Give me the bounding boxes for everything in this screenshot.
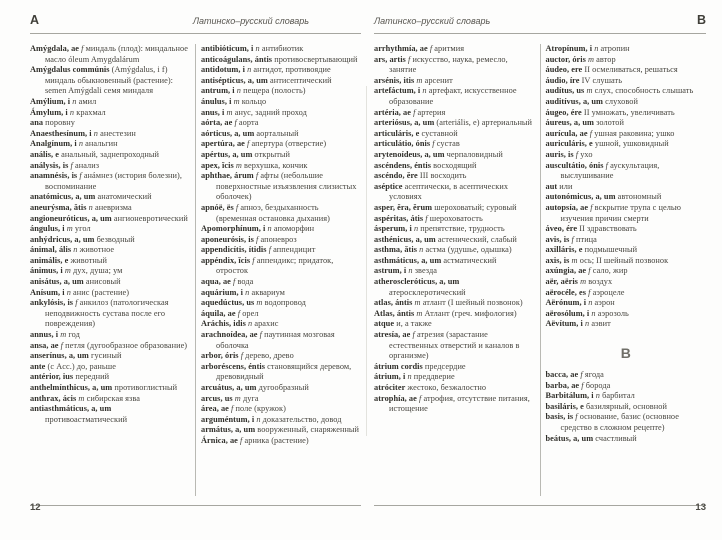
dictionary-entry: anthrax, ácis m сибирская язва [30,393,140,403]
dictionary-entry: autonómicus, a, um автономный [545,192,662,202]
dictionary-entry: auriculáris, e ушной, ушковидный [545,139,669,149]
dictionary-entry: Amýgdala, ae f миндаль (плод): миндальное масло óleum Amygdalárum [30,44,189,64]
dictionary-entry: arcus, us m дуга [201,393,259,403]
dictionary-entry: ánulus, i m кольцо [201,96,267,106]
dictionary-entry: asthénicus, a, um астенический, слабый [374,234,517,244]
dictionary-entry: ánimal, ális n животное [30,245,115,255]
dictionary-entry: anthelmínthicus, a, um противоглистный [30,383,178,392]
dictionary-entry: antisépticus, a, um антисептический [201,75,332,85]
dictionary-entry: axis, is m ось; II шейный позвонок [545,255,669,265]
dictionary-entry: atresía, ae f атрезия (зарастание естественных отверстий и каналов в организме) [374,330,520,361]
dictionary-entry: bacca, ae f ягода [545,370,604,380]
dictionary-entry: beátus, a, um счастливый [545,433,637,443]
dictionary-entry: astrum, i n звезда [374,266,437,276]
dictionary-entry: auditívus, a, um слуховой [545,96,638,106]
dictionary-entry: antrum, i n пещера (полость) [201,86,306,96]
dictionary-entry: áureus, a, um золотой [545,118,624,128]
dictionary-entry: arbor, óris f дерево, древо [201,351,294,361]
dictionary-entry: arguméntum, i n доказательство, довод [201,414,342,424]
dictionary-entry: anticoágulans, ántis противосвертывающий [201,54,358,64]
page-number-right: 13 [695,502,706,513]
dictionary-entry: Atropínum, i n атропин [545,44,630,53]
dictionary-entry: anamnésis, is f анáмнез (история болезни), воспоминание [30,171,182,191]
dictionary-entry: Aëvítum, i n аэвит [545,319,611,329]
dictionary-entry: aquárium, i n аквариум [201,287,285,297]
dictionary-entry: Apomorphínum, i n апоморфин [201,224,315,234]
dictionary-entry: ansa, ae f петля (дугообразное образование) [30,340,188,350]
dictionary-entry: ante (с Acc.) до, раньше [30,361,116,371]
page-spine-divider [366,86,367,436]
dictionary-entry: asper, ĕra, ĕrum шероховатый; суровый [374,202,517,212]
page-number-left: 12 [30,502,41,513]
dictionary-entry: auscultátio, ónis f аускультация, выслушивание [545,160,660,181]
dictionary-entry: aneurýsma, ătis n аневризма [30,202,132,212]
dictionary-entry: anhýdricus, a, um безводный [30,234,135,244]
dictionary-entry: atróciter жестоко, безжалостно [374,383,487,392]
dictionary-entry: articuláris, e суставной [374,128,458,138]
dictionary-entry: aërosólum, i n аэрозоль [545,308,629,318]
dictionary-entry: apex, ĭcis m верхушка, кончик [201,160,308,170]
dictionary-entry: Ámylum, i n крахмал [30,107,106,117]
corner-letter-b: B [696,13,706,27]
dictionary-entry: áugeo, ére II умножать, увеличивать [545,107,675,117]
dictionary-column-1 [30,44,190,496]
dictionary-entry: arrhythmía, ae f аритмия [374,44,465,53]
dictionary-entry: anserínus, a, um гусиный [30,351,122,361]
dictionary-entry: área, ae f поле (кружок) [201,404,286,414]
dictionary-entry: ana поровну [30,118,75,128]
column-divider-left [195,44,196,496]
dictionary-entry: arachnoídea, ae f паутинная мозговая оболочка [201,330,335,350]
dictionary-entry: Anísum, i n анис (растение) [30,287,130,297]
dictionary-entry: apertúra, ae f апертура (отверстие) [201,139,327,149]
dictionary-entry: asthma, ătis n астма (удушье, одышка) [374,245,512,255]
dictionary-entry: ankylósis, is f анкилоз (патологическая неподвижность сустава после его повреждения) [30,298,169,329]
footer-rule-right [374,505,706,506]
dictionary-entry: arcuátus, a, um дугообразный [201,383,309,392]
dictionary-entry: aurícula, ae f ушная раковина; ушко [545,128,675,138]
dictionary-entry: asthmáticus, a, um астматический [374,255,497,265]
dictionary-entry: aórta, ae f аорта [201,118,259,128]
dictionary-entry: aponeurósis, is f апоневроз [201,234,297,244]
footer-rule-left [30,505,361,506]
dictionary-entry: Amýlium, i n амил [30,96,97,106]
columns-right [374,44,706,496]
dictionary-entry: basis, is f основание, базис (основное средство в сложном рецепте) [545,412,679,432]
dictionary-entry: aórticus, a, um аортальный [201,128,299,138]
dictionary-entry: atque и, а также [374,319,432,329]
dictionary-entry: Aërónum, i n аэрон [545,298,615,308]
dictionary-entry: ángulus, i m угол [30,224,91,234]
dictionary-entry: áudio, íre IV слушать [545,75,623,85]
dictionary-entry: ars, artis f искусство, наука, ремесло, занятие [374,54,508,75]
dictionary-entry: Árnica, ae f арника (растение) [201,435,309,445]
dictionary-entry: arboréscens, éntis становящийся деревом, древовидный [201,361,352,382]
dictionary-entry: áveo, ére II здравствовать [545,224,637,234]
dictionary-entry: atrophía, ae f атрофия, отсутствие питания, истощение [374,393,530,414]
header-rule-right [374,33,706,34]
dictionary-entry: ascéndens, éntis восходящий [374,160,477,170]
corner-letter-a: A [30,13,40,27]
dictionary-entry: áudeo, ere II осмеливаться, решаться [545,65,678,75]
dictionary-entry: appendicítis, ítidis f аппендицит [201,245,316,255]
column-divider-right [540,44,541,496]
dictionary-entry: Anaesthesínum, i n анестезин [30,128,136,138]
dictionary-entry: aphthae, árum f афты (небольшие поверхностные изъязвления слизистых оболочек) [201,171,357,202]
dictionary-entry: autopsía, ae f вскрытие трупа с целью изучения причин смерти [545,202,682,223]
dictionary-entry: áquila, ae f орел [201,308,259,318]
dictionary-entry: artefáctum, i n артефакт, искусственное образование [374,86,517,106]
dictionary-entry: atheroscleróticus, a, um атеросклеротический [374,277,466,297]
dictionary-entry: anatómicus, a, um анатомический [30,192,152,202]
dictionary-entry: atlas, ántis m атлант (I шейный позвонок) [374,298,523,308]
dictionary-entry: articulátio, ónis f сустав [374,139,460,149]
dictionary-entry: auctor, óris m автор [545,54,616,64]
dictionary-entry: audítus, us m слух, способность слышать [545,86,694,96]
dictionary-entry: anális, e анальный, заднепроходный [30,149,160,159]
dictionary-entry: Atlas, ántis m Атлант (греч. мифология) [374,308,517,318]
dictionary-entry: apnóë, ës f апноэ, бездыханность (временная остановка дыхания) [201,202,330,223]
dictionary-entry: artéria, ae f артерия [374,107,446,117]
dictionary-entry: análysis, is f анализ [30,160,100,170]
dictionary-entry: aqua, ae f вода [201,277,254,287]
dictionary-entry: antérior, ius передний [30,372,110,382]
dictionary-entry: aut или [545,181,573,191]
dictionary-column-3 [374,44,535,496]
dictionary-column-2 [201,44,361,496]
dictionary-entry: aërocéle, es f аэроцеле [545,287,625,297]
dictionary-column-4 [546,44,707,496]
dictionary-entry: armátus, a, um вооруженный, снаряженный [201,425,360,435]
dictionary-entry: apértus, a, um открытый [201,149,290,159]
dictionary-entry: avis, is f птица [545,234,597,244]
dictionary-entry: anus, i m анус, задний проход [201,107,307,117]
dictionary-entry: aquedúctus, us m водопровод [201,298,306,308]
dictionary-entry: arteriósus, a, um (arteriális, e) артериальный [374,118,533,128]
running-title-left: Латинско–русский словарь [192,16,309,26]
dictionary-entry: ánimus, i m дух, душа; ум [30,266,123,276]
dictionary-entry: appéndix, ĭcis f аппендикс; придаток, отросток [201,255,334,276]
dictionary-entry: Barbitálum, i n барбитал [545,391,635,401]
dictionary-entry: anisátus, a, um анисовый [30,277,121,287]
dictionary-entry: átrium, i n преддверие [374,372,455,382]
page-left [30,0,361,540]
page-header-right [374,0,706,29]
header-rule-left [30,33,361,34]
dictionary-entry: angioneuróticus, a, um ангионевротический [30,213,188,223]
dictionary-entry: barba, ae f борода [545,380,611,390]
dictionary-entry: Analgínum, i n анальгин [30,139,118,149]
dictionary-entry: Amýgdalus commúnis (Amýgdalus, i f) миндаль обыкновенный (растение): semen Amýgdali семя миндаля [30,65,174,96]
dictionary-entry: annus, i m год [30,330,80,340]
dictionary-entry: aër, aëris m воздух [545,277,613,287]
running-title-right: Латинско–русский словарь [374,16,491,26]
dictionary-entry: axúngia, ae f сало, жир [545,266,628,276]
dictionary-entry: animális, e животный [30,255,108,265]
page-header-left [30,0,361,29]
dictionary-entry: basiláris, e базилярный, основной [545,401,667,411]
section-letter: B [620,345,631,362]
dictionary-entry: ásperum, i n препятствие, трудность [374,224,505,234]
dictionary-entry: aséptice асептически, в асептических условиях [374,181,509,202]
dictionary-entry: auris, is f ухо [545,149,593,159]
dictionary-entry: ascéndo, ĕre III восходить [374,171,467,181]
dictionary-entry: antidotum, i n антидот, противоядие [201,65,331,75]
dictionary-entry: arsénis, itis m арсенит [374,75,453,85]
dictionary-entry: antiasthmáticus, a, um противоастматический [30,404,128,424]
dictionary-entry: axilláris, e подмышечный [545,245,638,255]
columns-left [30,44,361,496]
dictionary-entry: aspéritas, átis f шероховатость [374,213,483,223]
dictionary-entry: antibióticum, i n антибиотик [201,44,304,53]
page-right [374,0,706,540]
dictionary-entry: átrium cordis предсердие [374,361,466,371]
dictionary-entry: arytenoídeus, a, um черпаловидный [374,149,503,159]
dictionary-entry: Aráchis, idis n арахис [201,319,279,329]
